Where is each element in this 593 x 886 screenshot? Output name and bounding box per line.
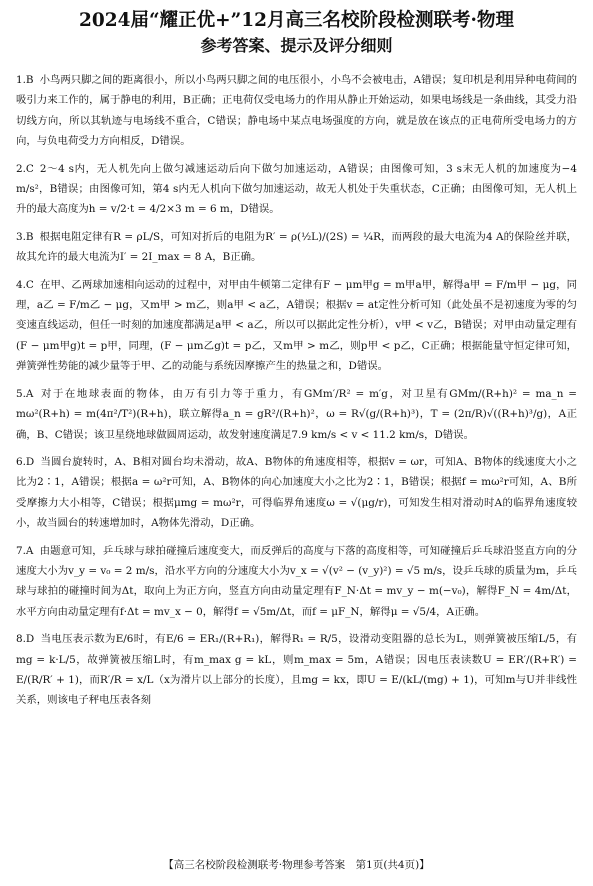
answer-key: A	[25, 544, 34, 557]
answer-item	[16, 70, 577, 152]
answer-key: B	[25, 230, 34, 243]
answer-explanation: 2～4 s内，无人机先向上做匀减速运动后向下做匀加速运动，A错误；由图像可知，3 s末无人机的加速度为−4 m/s²，B错误；由图像可知，第4 s内无人机向下做匀加速运动，故无人机处于失重状态，C正确；由图像可知，无人机上升的最大高度为h = v/2·t = 4/2×3 m = 6 m，D错误。	[16, 162, 577, 216]
answer-item	[16, 629, 577, 711]
document-title: 2024届“耀正优+”12月高三名校阶段检测联考·物理	[79, 10, 514, 31]
question-number: 5.	[16, 387, 26, 400]
question-number: 6.	[16, 455, 26, 468]
answer-explanation: 由题意可知，乒乓球与球拍碰撞后速度变大，而反弹后的高度与下落的高度相等，可知碰撞后乒乓球沿竖直方向的分速度大小为v_y = v₀ = 2 m/s，沿水平方向的分速度大小为v_x = √(v² − (v_y)²) = √5 m/s，设乒乓球的质量为m，乒乓球与球拍的碰撞时间为Δt，取向上为正方向，竖直方向由动量定理有F_N·Δt = mv_y − m(−v₀)，解得F_N = 4m/Δt，水平方向由动量定理有f·Δt = mv_x − 0，解得f = √5m/Δt，而f = μF_N，解得μ = √5/4，A正确。	[16, 544, 577, 618]
page-footer: 【高三名校阶段检测联考·物理参考答案 第1页(共4页)】	[163, 859, 430, 871]
answer-item	[16, 384, 577, 445]
answer-item	[16, 227, 577, 268]
answer-explanation: 根据电阻定律有R = ρL/S，可知对折后的电阻为R′ = ρ(½L)/(2S) = ¼R，而两段的最大电流为4 A的保险丝并联，故其允许的最大电流为I′ = 2I_max = 8 A，B正确。	[16, 230, 577, 264]
answer-key: A	[25, 387, 34, 400]
answer-key: C	[25, 162, 34, 175]
question-number: 4.	[16, 278, 26, 291]
answer-key: D	[25, 455, 35, 468]
answer-list	[16, 70, 577, 711]
answer-explanation: 当圆台旋转时，A、B相对圆台均未滑动，故A、B物体的角速度相等，根据v = ωr，可知A、B物体的线速度大小之比为2∶1，A错误；根据a = ω²r可知，A、B物体的向心加速度大小之比为2∶1，B错误；根据f = mω²r可知，A、B所受摩擦力大小相等，C错误；根据μmg = mω²r，可得临界角速度ω = √(μg/r)，可知发生相对滑动时A的临界角速度较小，故当圆台的转速增加时，A物体先滑动，D正确。	[16, 455, 577, 530]
document-subtitle: 参考答案、提示及评分细则	[200, 36, 393, 55]
answer-item	[16, 159, 577, 220]
question-number: 1.	[16, 74, 26, 86]
answer-explanation: 小鸟两只脚之间的距离很小，所以小鸟两只脚之间的电压很小，小鸟不会被电击，A错误；复印机是利用异种电荷间的吸引力来工作的，属于静电的利用，B正确；正电荷仅受电场力的作用从静止开始运动，如果电场线是一条曲线，其受力沿切线方向，所以其轨迹与电场线不重合，C错误；静电场中某点电场强度的方向，就是放在该点的正电荷所受电场力的方向，与负电荷受力方向相反，D错误。	[16, 74, 577, 148]
question-number: 8.	[16, 633, 26, 646]
answer-item	[16, 275, 577, 377]
question-number: 7.	[16, 544, 26, 557]
answer-key: C	[25, 278, 34, 291]
answer-key: D	[25, 633, 35, 646]
answer-item	[16, 452, 577, 534]
answer-key: B	[25, 74, 34, 86]
question-number: 2.	[16, 162, 26, 175]
question-number: 3.	[16, 230, 26, 243]
answer-explanation: 当电压表示数为E/6时，有E/6 = ER₁/(R+R₁)，解得R₁ = R/5，设滑动变阻器的总长为L，则弹簧被压缩L/5，有mg = k·L/5，故弹簧被压缩L时，有m_max g = kL，则m_max = 5m，A错误；因电压表读数U = ER′/(R+R′) = E/(R/R′ + 1)，而R′/R = x/L（x为滑片以上部分的长度），且mg = kx，即U = E/(kL/(mg) + 1)，可知m与U并非线性关系，则该电子秤电压表各刻	[16, 633, 577, 707]
answer-explanation: 在甲、乙两球加速相向运动的过程中，对甲由牛顿第二定律有F − μm甲g = m甲a甲，解得a甲 = F/m甲 − μg，同理，a乙 = F/m乙 − μg，又m甲 > m乙，则a甲 < a乙，A错误；根据v = at定性分析可知（此处虽不是初速度为零的匀变速直线运动，但任一时刻的加速度都满足a甲 < a乙，所以可以据此定性分析），v甲 < v乙，B错误；对甲由动量定理有(F − μm甲g)t = p甲，同理，(F − μm乙g)t = p乙，又m甲 > m乙，则p甲 < p乙，C正确；根据能量守恒定律可知，弹簧弹性势能的减少量等于甲、乙的动能与系统因摩擦产生的热量之和，D错误。	[16, 278, 577, 373]
answer-item	[16, 541, 577, 623]
answer-explanation: 对于在地球表面的物体，由万有引力等于重力，有GMm′/R² = m′g，对卫星有GMm/(R+h)² = ma_n = mω²(R+h) = m(4π²/T²)(R+h)，联立解得a_n = gR²/(R+h)²，ω = R√(g/(R+h)³)，T = (2π/R)√((R+h)³/g)，A正确，B、C错误；该卫星绕地球做圆周运动，故发射速度满足7.9 km/s < v < 11.2 km/s，D错误。	[16, 387, 577, 441]
